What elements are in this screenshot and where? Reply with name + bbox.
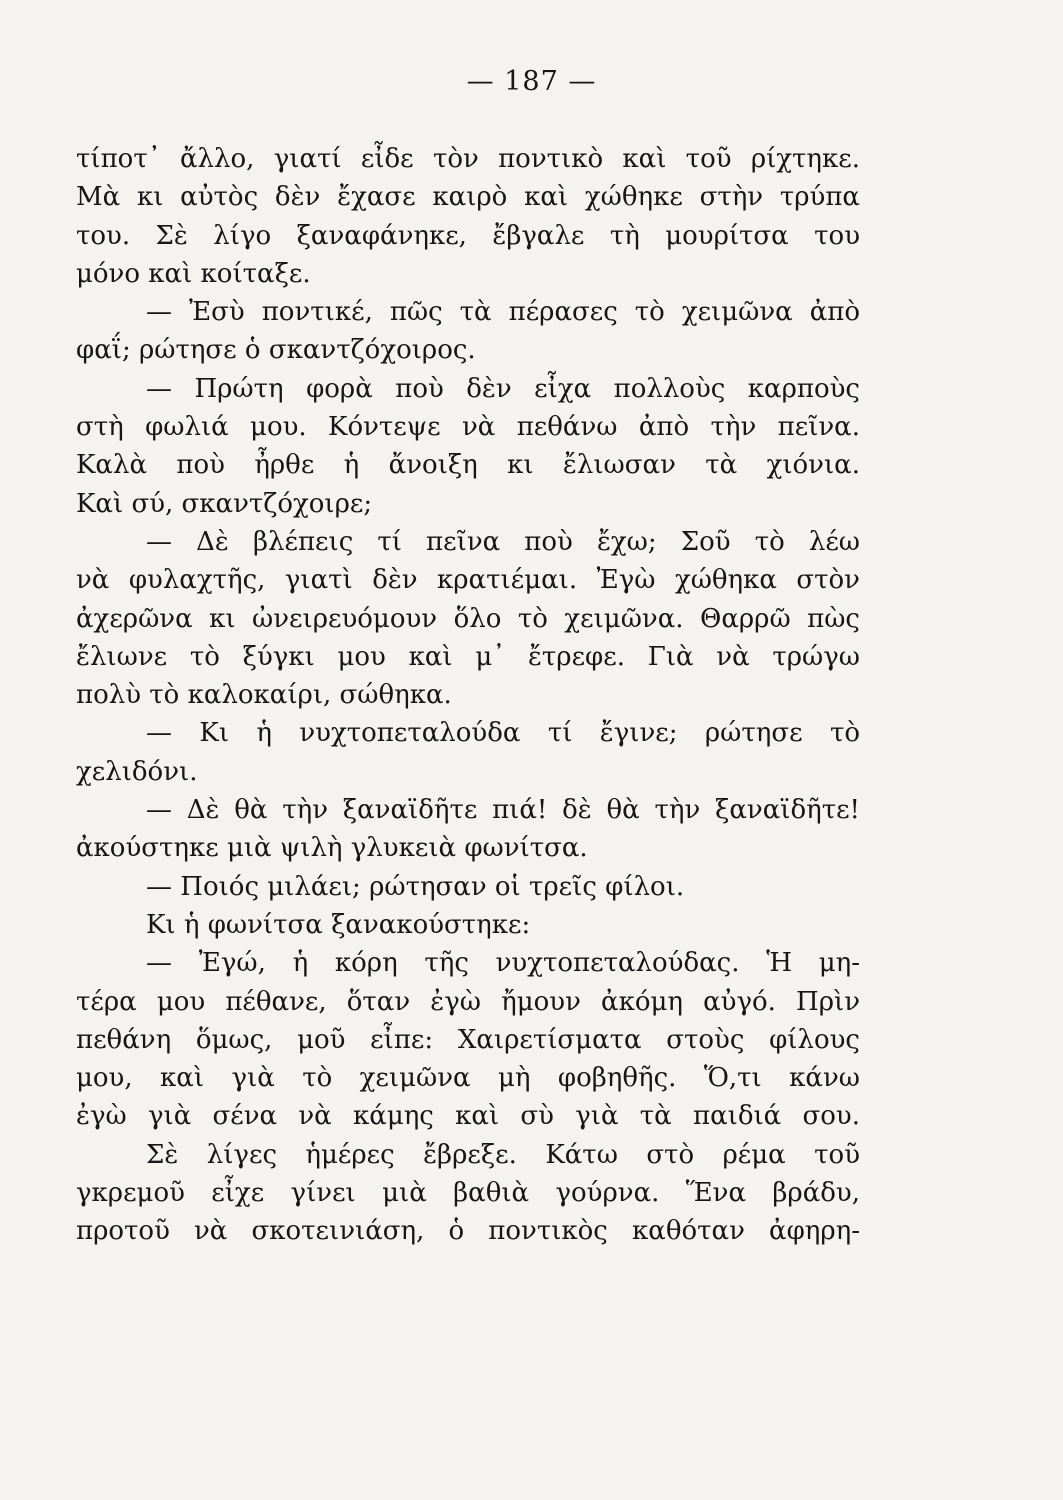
text-line: νὰ φυλαχτῆς, γιατὶ δὲν κρατιέμαι. Ἐγὼ χώθηκα στὸν [76,565,860,596]
text-line: — Ἐγώ, ἡ κόρη τῆς νυχτοπεταλούδας. Ἡ μη- [146,948,860,979]
text-line: χελιδόνι. [76,756,198,787]
text-line: του. Σὲ λίγο ξαναφάνηκε, ἔβγαλε τὴ μουρίτσα του [76,220,860,251]
text-line: τίποτ᾽ ἄλλο, γιατί εἶδε τὸν ποντικὸ καὶ τοῦ ρίχτηκε. [76,144,860,174]
text-line: ἐγὼ γιὰ σένα νὰ κάμης καὶ σὺ γιὰ τὰ παιδιά σου. [76,1101,860,1132]
text-line: μου, καὶ γιὰ τὸ χειμῶνα μὴ φοβηθῆς. Ὅ,τι κάνω [76,1063,860,1094]
page-number: — 187 — [466,66,597,97]
text-line: Καὶ σύ, σκαντζόχοιρε; [76,488,373,519]
text-line: πεθάνη ὅμως, μοῦ εἶπε: Χαιρετίσματα στοὺς φίλους [76,1024,860,1055]
text-line: ἀκούστηκε μιὰ ψιλὴ γλυκειὰ φωνίτσα. [76,833,588,864]
text-line: — Ποιός μιλάει; ρώτησαν οἱ τρεῖς φίλοι. [146,871,685,902]
text-line: Μὰ κι αὐτὸς δὲν ἔχασε καιρὸ καὶ χώθηκε στὴν τρύπα [76,182,860,213]
text-line: τέρα μου πέθανε, ὅταν ἐγὼ ἤμουν ἀκόμη αὐγό. Πρὶν [76,986,860,1017]
text-line: γκρεμοῦ εἶχε γίνει μιὰ βαθιὰ γούρνα. Ἕνα βράδυ, [76,1178,860,1209]
text-line: Σὲ λίγες ἡμέρες ἔβρεξε. Κάτω στὸ ρέμα τοῦ [146,1139,860,1170]
text-line: ἔλιωνε τὸ ξύγκι μου καὶ μ᾽ ἔτρεφε. Γιὰ νὰ τρώγω [76,641,860,672]
text-line: — Δὲ βλέπεις τί πεῖνα ποὺ ἔχω; Σοῦ τὸ λέω [146,526,860,557]
text-line: Καλὰ ποὺ ἦρθε ἡ ἄνοιξη κι ἔλιωσαν τὰ χιόνια. [76,450,860,481]
text-line: μόνο καὶ κοίταξε. [76,258,311,289]
text-line: προτοῦ νὰ σκοτεινιάση, ὁ ποντικὸς καθόταν ἀφηρη- [76,1216,860,1247]
text-line: ἀχερῶνα κι ὠνειρευόμουν ὅλο τὸ χειμῶνα. Θαρρῶ πὼς [76,603,860,634]
text-line: πολὺ τὸ καλοκαίρι, σώθηκα. [76,680,452,711]
text-line: — Δὲ θὰ τὴν ξαναϊδῆτε πιά! δὲ θὰ τὴν ξαναϊδῆτε! [146,795,860,826]
text-line: — Πρώτη φορὰ ποὺ δὲν εἶχα πολλοὺς καρποὺς [146,373,860,404]
body-text [76,140,860,1251]
text-line: — Ἐσὺ ποντικέ, πῶς τὰ πέρασες τὸ χειμῶνα ἀπὸ [146,297,860,328]
text-line: Κι ἡ φωνίτσα ξανακούστηκε: [146,909,531,940]
text-line: — Κι ἡ νυχτοπεταλούδα τί ἔγινε; ρώτησε τὸ [146,718,860,749]
text-line: φαΐ; ρώτησε ὁ σκαντζόχοιρος. [76,335,476,366]
text-line: στὴ φωλιά μου. Κόντεψε νὰ πεθάνω ἀπὸ τὴν πεῖνα. [76,412,860,443]
